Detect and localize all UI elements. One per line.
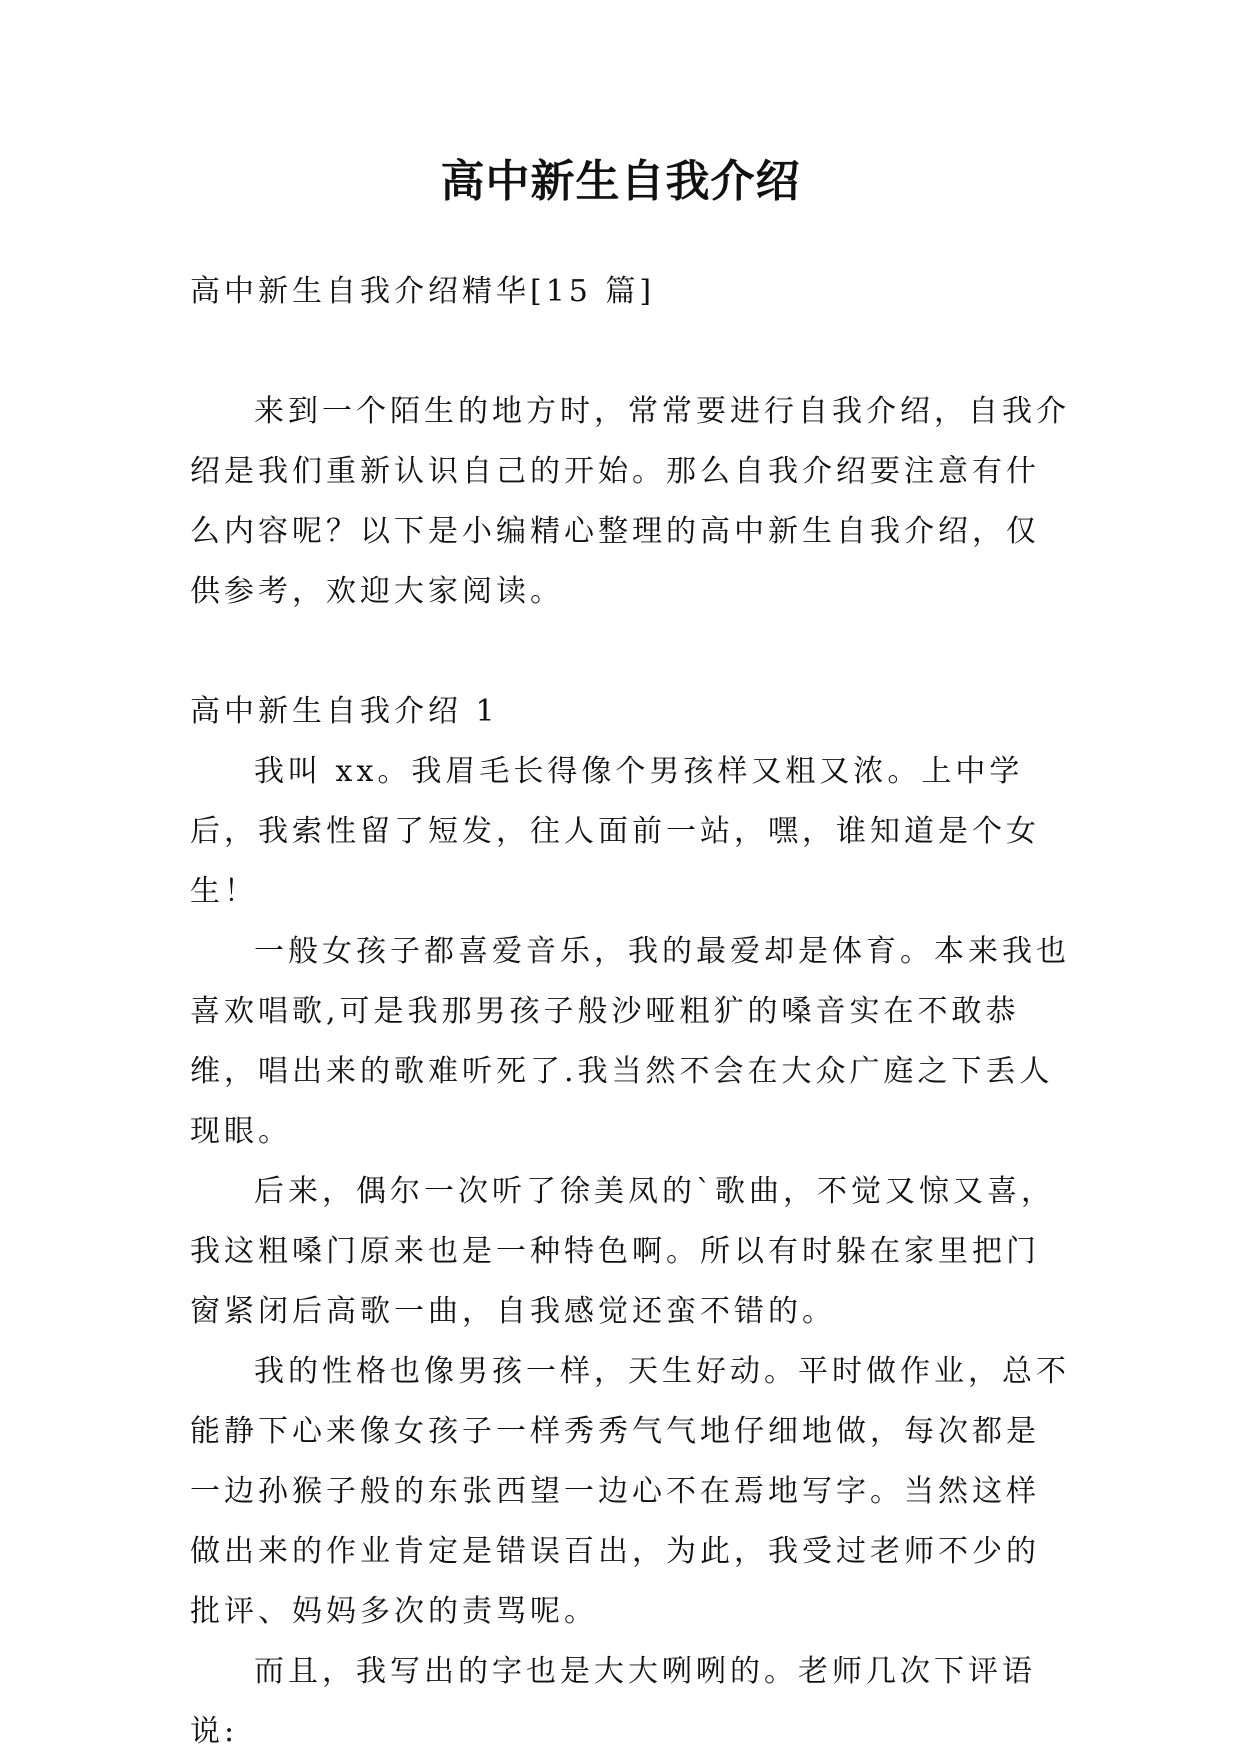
section-heading: 高中新生自我介绍 1 [190, 694, 499, 729]
body-paragraph: 后来，偶尔一次听了徐美凤的`歌曲，不觉又惊又喜，我这粗嗓门原来也是一种特色啊。所以有时躲在家里把门窗紧闭后高歌一曲，自我感觉还蛮不错的。 [190, 1174, 1055, 1329]
spacer [190, 622, 1070, 682]
body-paragraph: 我叫 xx。我眉毛长得像个男孩样又粗又浓。上中学后，我索性留了短发，往人面前一站，嘿，谁知道是个女生！ [190, 754, 1040, 909]
document-subtitle: 高中新生自我介绍精华[15 篇] [190, 274, 656, 309]
intro-paragraph: 来到一个陌生的地方时，常常要进行自我介绍，自我介绍是我们重新认识自己的开始。那么自我介绍要注意有什么内容呢？以下是小编精心整理的高中新生自我介绍，仅供参考，欢迎大家阅读。 [190, 394, 1070, 609]
document-body [190, 262, 1070, 1762]
body-paragraph: 而且，我写出的字也是大大咧咧的。老师几次下评语说: [190, 1654, 1036, 1749]
spacer [190, 322, 1070, 382]
body-paragraph: 一般女孩子都喜爱音乐，我的最爱却是体育。本来我也喜欢唱歌,可是我那男孩子般沙哑粗犷的嗓音实在不敢恭维，唱出来的歌难听死了.我当然不会在大众广庭之下丢人现眼。 [190, 934, 1070, 1149]
document-title: 高中新生自我介绍 [440, 156, 801, 207]
body-paragraph: 我的性格也像男孩一样，天生好动。平时做作业，总不能静下心来像女孩子一样秀秀气气地仔细地做，每次都是一边孙猴子般的东张西望一边心不在焉地写字。当然这样做出来的作业肯定是错误百出，为此，我受过老师不少的批评、妈妈多次的责骂呢。 [190, 1354, 1070, 1629]
